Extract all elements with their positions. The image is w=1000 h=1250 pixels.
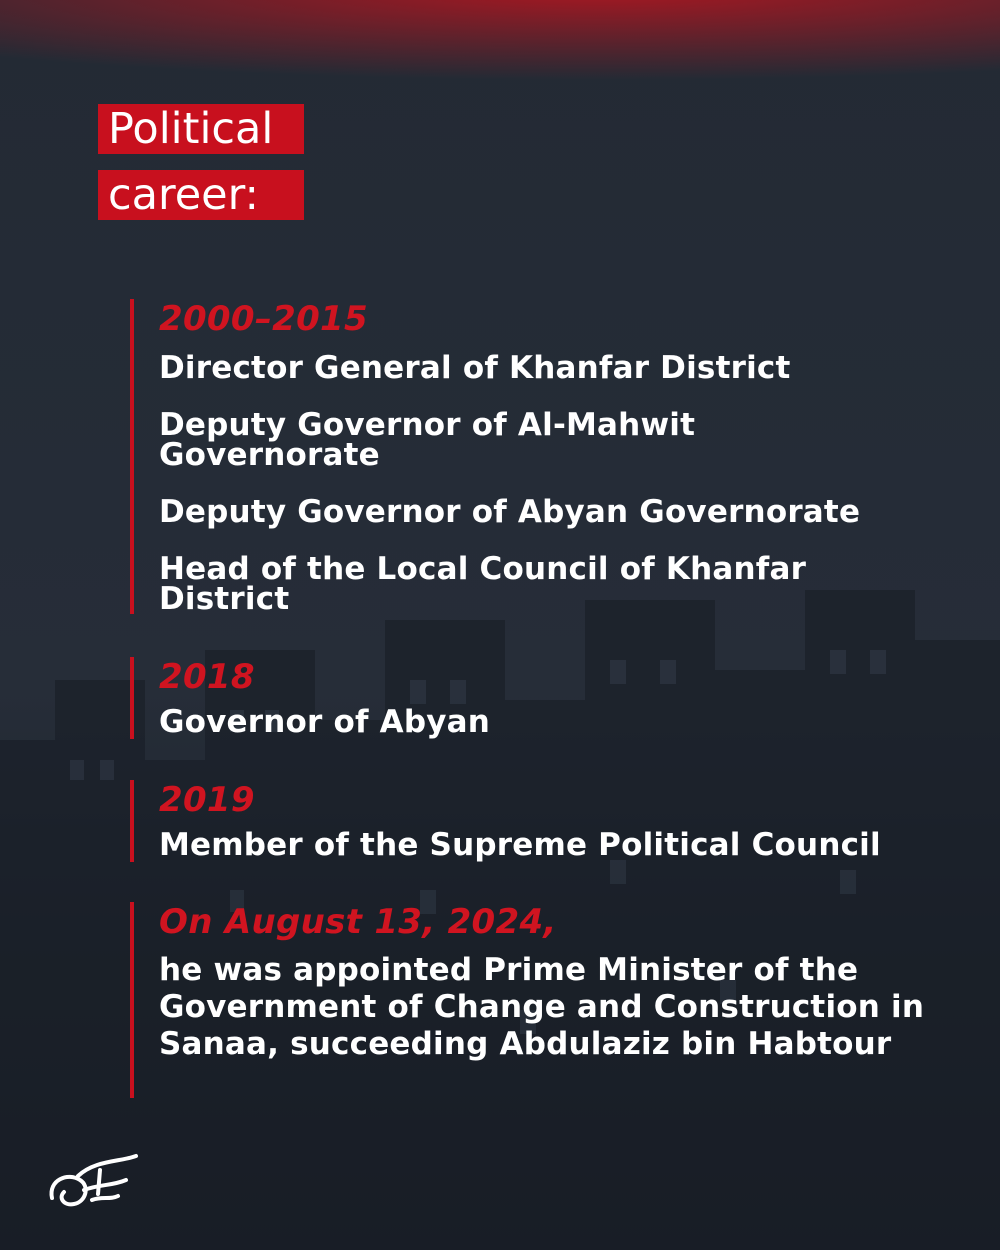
- timeline-year: On August 13, 2024,: [159, 902, 557, 942]
- timeline-year: 2000–2015: [159, 299, 368, 339]
- timeline-year: 2019: [159, 780, 255, 820]
- timeline-item: Director General of Khanfar District: [159, 350, 791, 386]
- timeline-section-2000-2015: [130, 299, 920, 617]
- timeline-item: Governor of Abyan: [159, 704, 491, 740]
- timeline-item: Head of the Local Council of Khanfar District: [159, 551, 807, 617]
- timeline-section-2024: [130, 902, 930, 1098]
- page-title-line-2: career:: [98, 170, 304, 220]
- timeline-section-2019: [130, 780, 930, 862]
- timeline-year: 2018: [159, 657, 255, 697]
- timeline-item: he was appointed Prime Minister of the Government of Change and Construction in Sanaa, succeeding Abdulaziz bin Habtour: [159, 952, 925, 1062]
- al-mayadeen-logo-icon: [40, 1150, 140, 1220]
- timeline-item: Member of the Supreme Political Council: [159, 827, 881, 863]
- timeline-item: Deputy Governor of Abyan Governorate: [159, 494, 861, 530]
- page-title-line-1: Political: [98, 104, 304, 154]
- timeline-section-2018: [130, 657, 920, 739]
- timeline-item: Deputy Governor of Al-Mahwit Governorate: [159, 407, 696, 473]
